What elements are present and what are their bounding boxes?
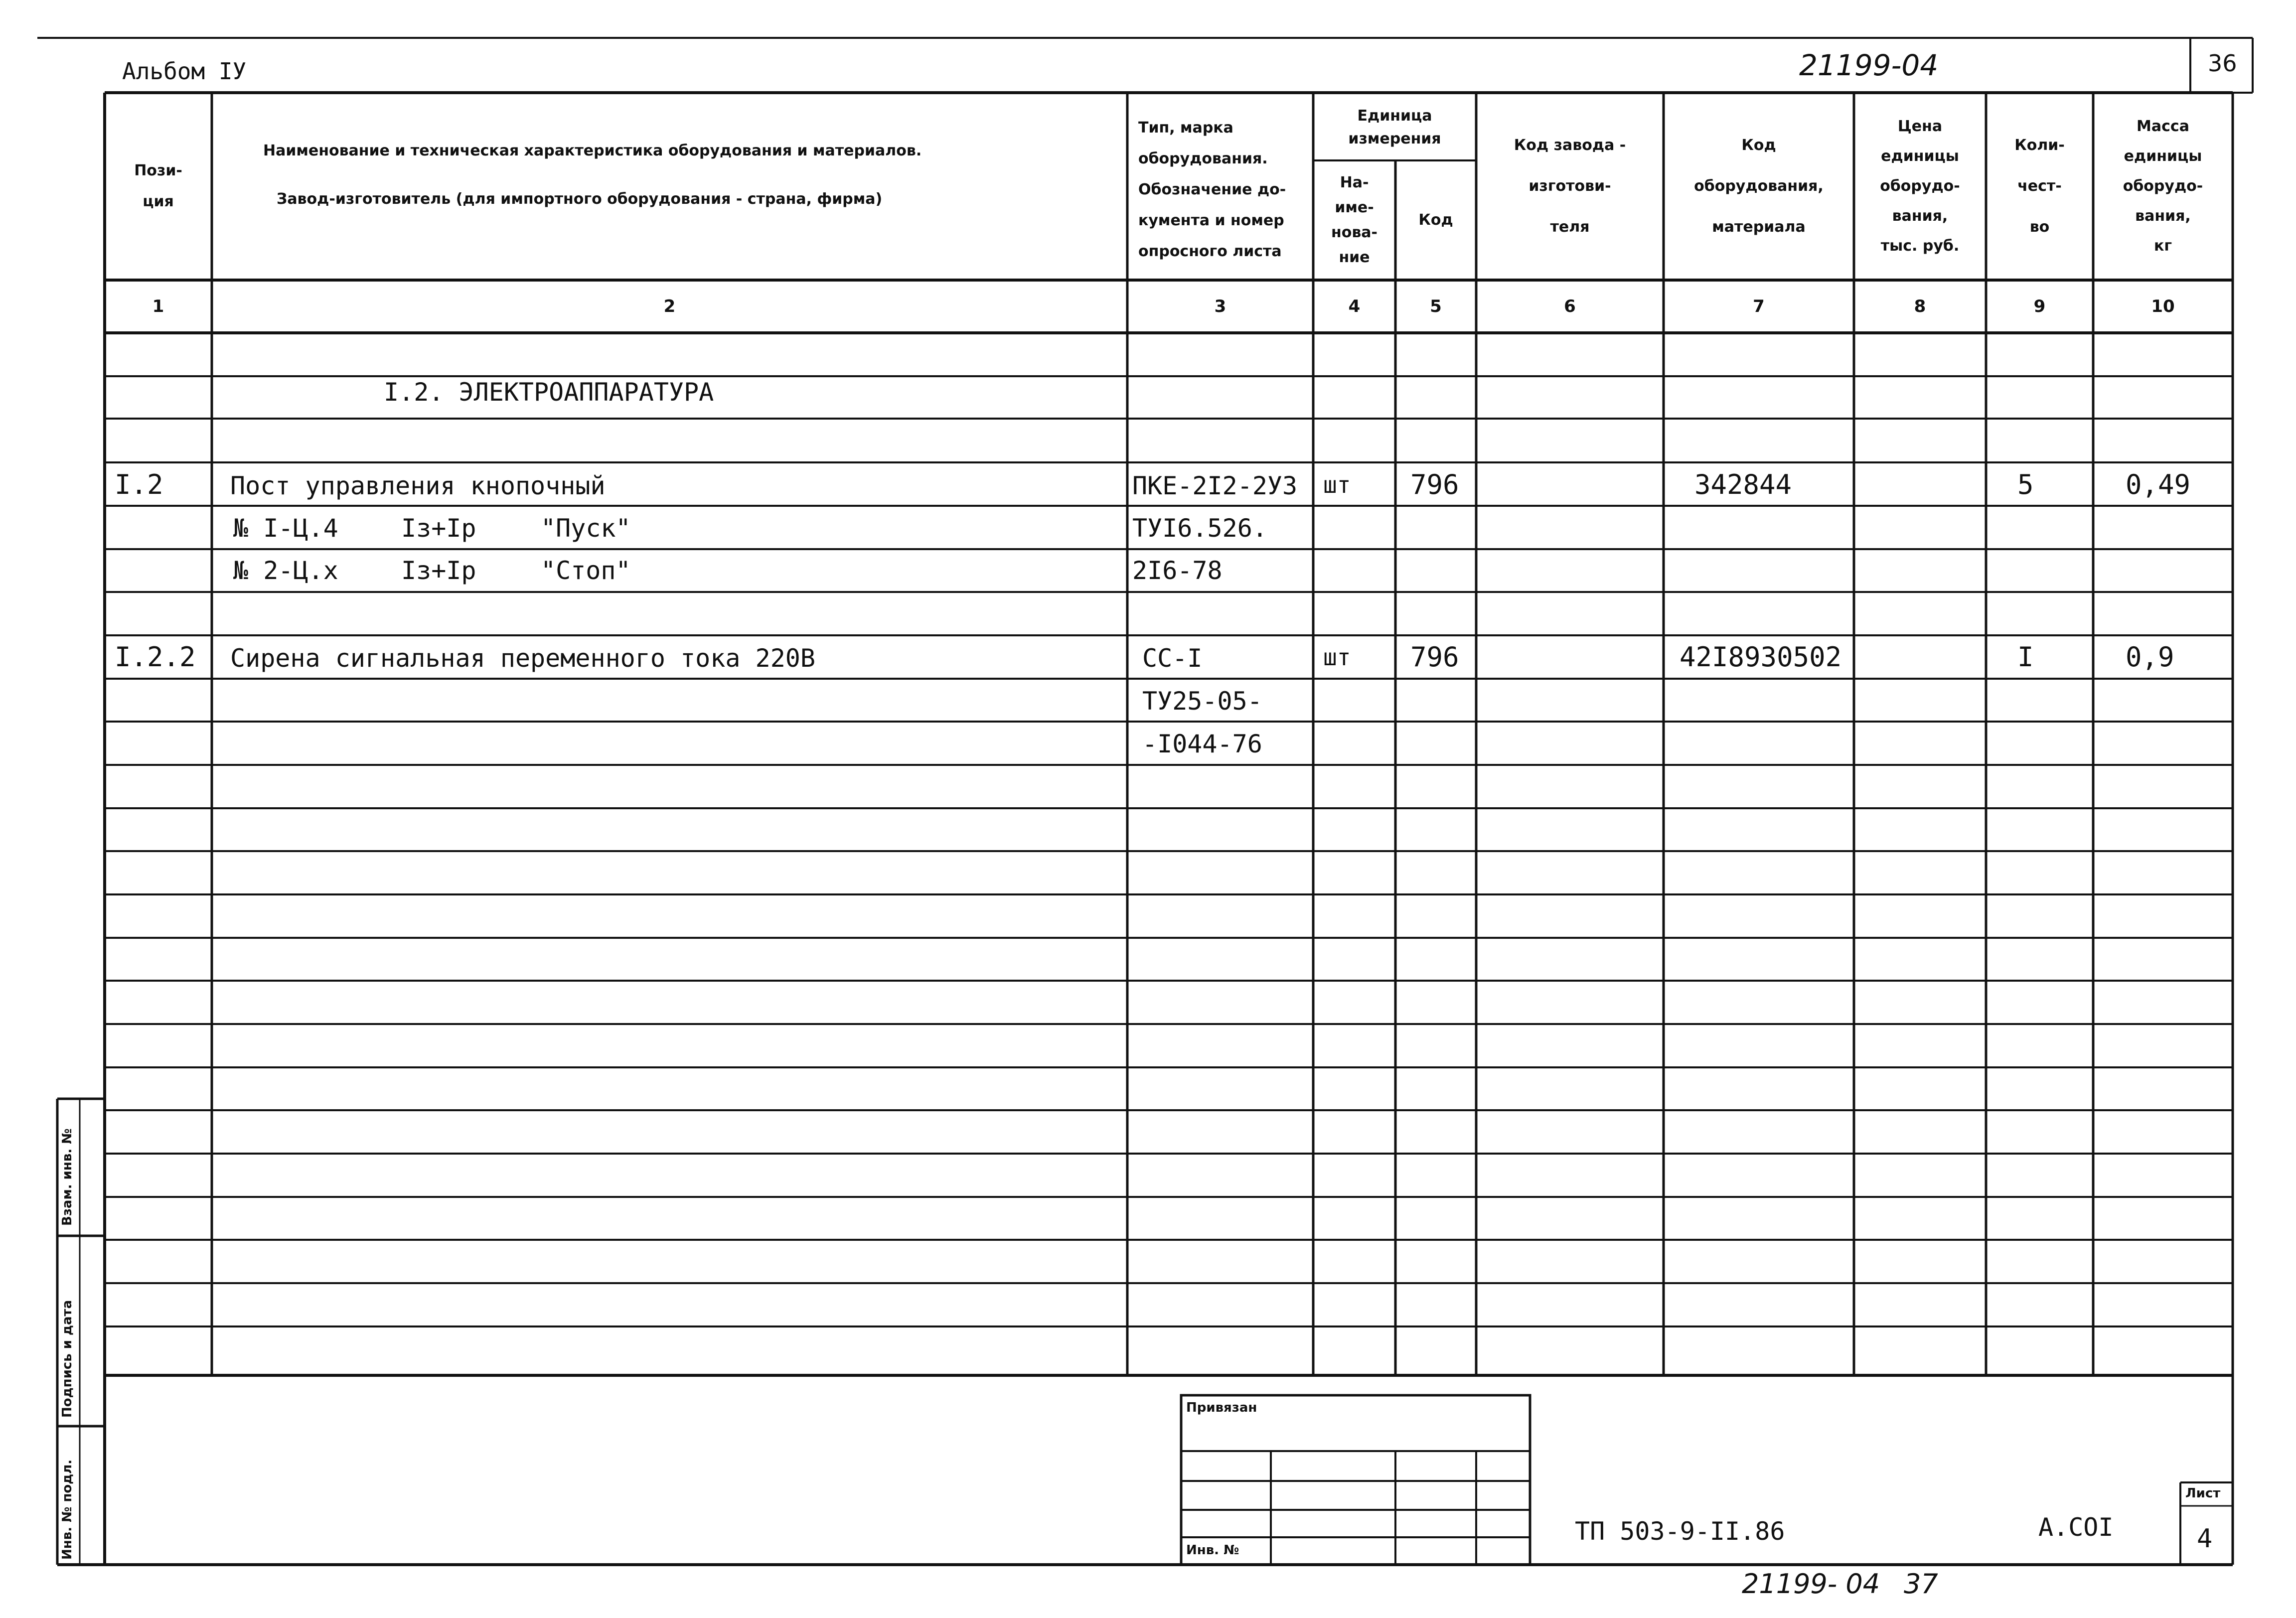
row1-name: Пост управления кнопочный [230, 471, 606, 500]
side-stamp-replaced-inv: Взам. инв. № [60, 1128, 75, 1226]
row1-detail1-no: № I-Ц.4 [233, 514, 338, 543]
header-factory-code: Код завода - изготови- теля [1514, 137, 1626, 236]
row2-mass: 0,9 [2126, 641, 2174, 673]
row1-type-line3: 2I6-78 [1132, 556, 1223, 585]
row2-position: I.2.2 [115, 641, 196, 673]
row2-equipment-code: 42I8930502 [1680, 641, 1842, 673]
row1-quantity: 5 [2017, 469, 2034, 500]
header-unit-code: Код [1418, 211, 1453, 229]
page-number-top: 36 [2208, 50, 2237, 77]
header-quantity: Коли- чест- во [2014, 137, 2065, 236]
album-label: Альбом IУ [122, 58, 247, 85]
col-number-8: 8 [1914, 296, 1926, 316]
row1-detail2-no: № 2-Ц.х [233, 556, 338, 585]
row1-detail2-contacts: Iз+Iр [401, 556, 476, 585]
row1-detail1-label: "Пуск" [541, 514, 631, 543]
sheet-number: 4 [2197, 1524, 2213, 1554]
row2-unit-code: 796 [1410, 641, 1459, 673]
row1-detail1-contacts: Iз+Iр [401, 514, 476, 543]
col-number-3: 3 [1214, 296, 1226, 316]
header-position: Пози- ция [134, 162, 182, 210]
col-number-10: 10 [2151, 296, 2175, 316]
row2-name: Сирена сигнальная переменного тока 220В [230, 644, 815, 673]
col-number-9: 9 [2033, 296, 2046, 316]
col-number-1: 1 [152, 296, 164, 316]
row1-mass: 0,49 [2126, 469, 2191, 500]
doc-number-top: 21199-04 [1799, 48, 1939, 82]
row2-quantity: I [2017, 641, 2034, 673]
row2-type: СС-I [1142, 644, 1203, 673]
header-equipment-code: Код оборудования, материала [1694, 137, 1824, 236]
col-number-7: 7 [1753, 296, 1765, 316]
side-stamp-signature-date: Подпись и дата [60, 1300, 75, 1418]
header-unit-group: Единица измерения [1348, 107, 1441, 147]
row1-detail2-label: "Стоп" [541, 556, 631, 585]
row1-type: ПКЕ-2I2-2У3 [1132, 471, 1298, 500]
col-number-2: 2 [663, 296, 676, 316]
col-number-4: 4 [1348, 296, 1361, 316]
row2-type-line3: -I044-76 [1142, 730, 1262, 758]
row1-unit-name: шт [1323, 471, 1351, 498]
document-code: ТП 503-9-II.86 [1575, 1517, 1785, 1546]
col-number-5: 5 [1430, 296, 1442, 316]
footer-doc-number: 21199- 04 [1742, 1568, 1880, 1600]
privyazan-label: Привязан [1186, 1400, 1257, 1415]
inventory-number-label: Инв. № [1186, 1543, 1239, 1558]
row1-position: I.2 [115, 469, 163, 500]
row2-type-line2: ТУ25-05- [1142, 687, 1262, 716]
header-name-line2: Завод-изготовитель (для импортного оборудования - страна, фирма) [277, 190, 883, 208]
footer-page-number: 37 [1904, 1568, 1938, 1600]
sheet-code: А.СОI [2038, 1513, 2114, 1542]
row1-type-line2: ТУI6.526. [1132, 514, 1267, 543]
side-stamp-original-inv: Инв. № подл. [60, 1459, 75, 1560]
header-mass: Масса единицы оборудо- вания, кг [2123, 118, 2203, 255]
header-price: Цена единицы оборудо- вания, тыс. руб. [1880, 118, 1960, 255]
header-name-line1: Наименование и техническая характеристика оборудования и материалов. [263, 142, 922, 159]
header-type: Тип, марка оборудования. Обозначение до- кумента и номер опросного листа [1138, 119, 1286, 260]
row1-equipment-code: 342844 [1694, 469, 1792, 500]
row2-unit-name: шт [1323, 644, 1351, 671]
sheet-label: Лист [2185, 1486, 2221, 1501]
row1-unit-code: 796 [1410, 469, 1459, 500]
col-number-6: 6 [1564, 296, 1576, 316]
section-title: I.2. ЭЛЕКТРОАППАРАТУРА [384, 378, 714, 407]
header-unit-name: На- име- нова- ние [1331, 174, 1378, 266]
